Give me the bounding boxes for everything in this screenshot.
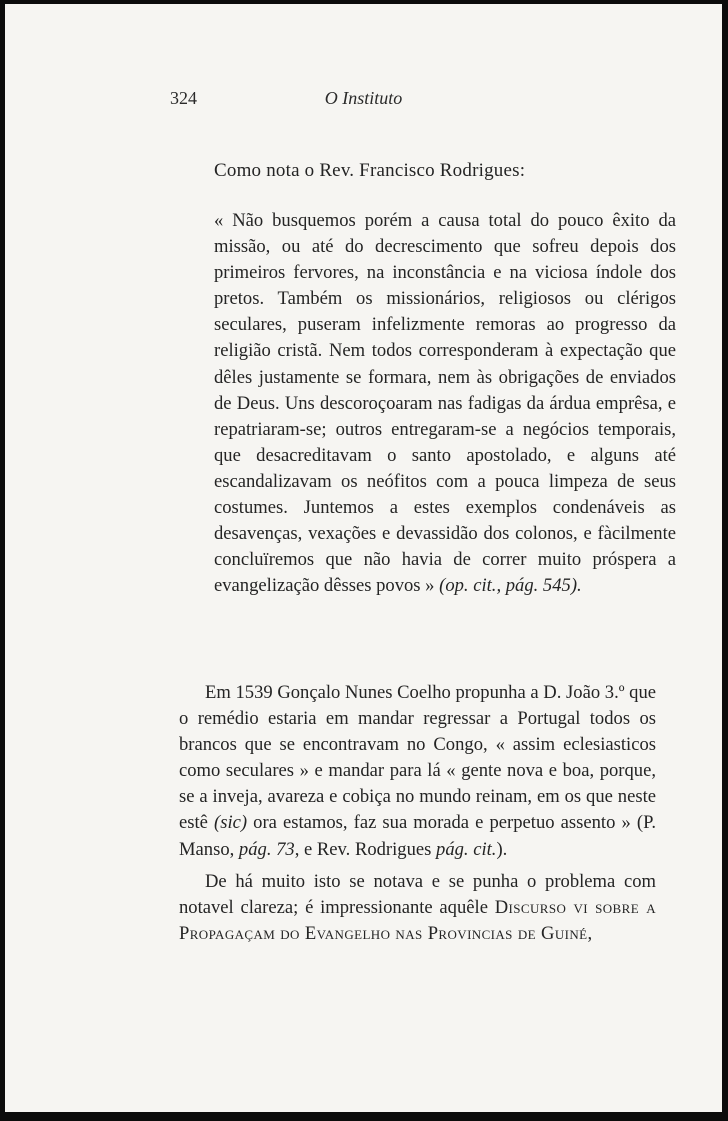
- intro-line: Como nota o Rev. Francisco Rodrigues:: [214, 160, 526, 181]
- block-quote: [214, 208, 676, 599]
- page-number: 324: [170, 88, 197, 108]
- book-page: [5, 4, 722, 1112]
- paragraph-text: ).: [496, 838, 508, 860]
- paragraph-text: ora estamos, faz sua morada e perpetuo assento » (P. Manso,: [179, 812, 656, 860]
- paragraph-text: De há muito isto se notava e se punha o problema com notavel clareza; é impressionante aquêle: [179, 870, 656, 918]
- paragraph: [179, 680, 656, 863]
- page-reference: pág. 73: [238, 838, 295, 860]
- quote-citation: (op. cit., pág. 545).: [439, 575, 582, 597]
- quote-text: « Não busquemos porém a causa total do pouco êxito da missão, ou até do decrescimento que sofreu depois dos primeiros fervores, na inconstância e na viciosa índole dos pretos. Também os missionários, religiosos ou clérigos seculares, puseram infelizmente remoras ao progresso da religião cristã. Nem todos corresponderam à expectação que dêles justamente se formara, nem às obrigações de enviados de Deus. Uns descoroçoaram nas fadigas da árdua emprêsa, e repatriaram-se; outros entregaram-se a negócios temporais, que desacreditavam o santo apostolado, e alguns até escandalizavam os neófitos com a pouca limpeza de seus costumes. Juntemos a estes exemplos condenáveis as desavenças, vexações e devassidão dos colonos, e fàcilmente concluïremos que não havia de correr muito próspera a evangelização dêsses povos »: [214, 210, 676, 597]
- paragraph: [179, 869, 656, 947]
- page-header: [5, 88, 722, 114]
- paragraph-text: , e Rev. Rodrigues: [294, 838, 437, 860]
- sic-note: (sic): [214, 812, 248, 834]
- body-text: [179, 680, 656, 947]
- work-title: Discurso vi sobre a Propagaçam do Evangelho nas Provincias de Guiné,: [179, 896, 656, 944]
- page-reference: pág. cit.: [436, 838, 497, 860]
- running-title: O Instituto: [324, 88, 403, 108]
- paragraph-text: Em 1539 Gonçalo Nunes Coelho propunha a D. João 3.º que o remédio estaria em mandar regressar a Portugal todos os brancos que se encontravam no Congo, « assim eclesiasticos como seculares » e mandar para lá « gente nova e boa, porque, se a inveja, avareza e cobiça no mundo reinam, em os que neste estê: [179, 682, 656, 834]
